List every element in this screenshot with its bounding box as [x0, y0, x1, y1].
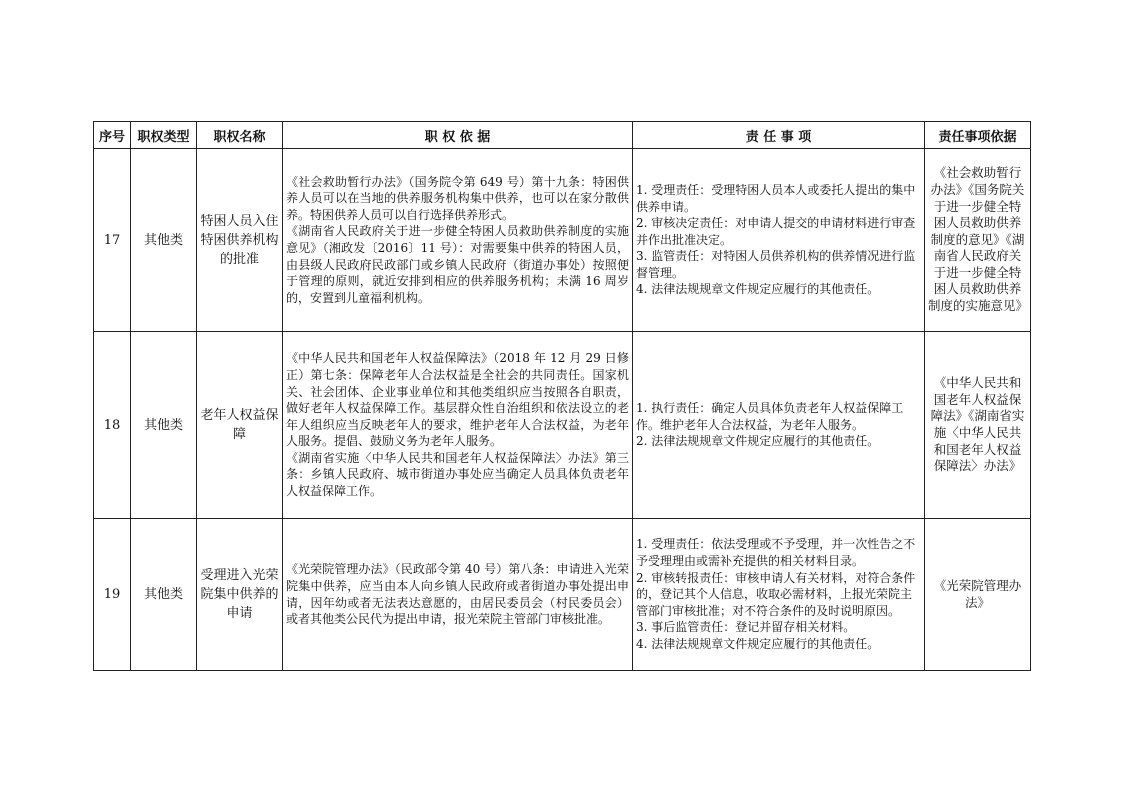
basis-paragraph: 《湖南省实施〈中华人民共和国老年人权益保障法〉办法》第三条：乡镇人民政府、城市街道办事处应当确定人员具体负责老年人权益保障工作。	[286, 450, 629, 499]
basis-paragraph: 《光荣院管理办法》（民政部令第 40 号）第八条：申请进入光荣院集中供养，应当由本人向乡镇人民政府或者街道办事处提出申请，因年幼或者无法表达意愿的，由居民委员会（村民委员会）或者其他类公民代为提出申请，报光荣院主管部门审核批准。	[286, 562, 629, 627]
header-seq: 序号	[94, 122, 131, 149]
header-basis: 职 权 依 据	[283, 122, 633, 149]
responsibility-item: 2. 审核决定责任：对申请人提交的申请材料进行审查并作出批准决定。	[636, 216, 916, 247]
row-responsibility	[633, 149, 925, 332]
basis-paragraph: 《湖南省人民政府关于进一步健全特困人员救助供养制度的实施意见》（湘政发〔2016〕11 号）：对需要集中供养的特困人员，由县级人民政府民政部门或乡镇人民政府（街道办事处）按照便于管理的原则，就近安排到相应的供养服务机构；未满 16 周岁的，安置到儿童福利机构。	[286, 224, 629, 305]
header-responsibility-basis: 责任事项依据	[925, 122, 1031, 149]
row-basis	[283, 149, 633, 332]
row-type: 其他类	[131, 332, 197, 519]
row-seq: 19	[94, 519, 131, 671]
row-basis	[283, 519, 633, 671]
row-name: 老年人权益保障	[197, 332, 283, 519]
responsibility-item: 3. 事后监管责任：登记并留存相关材料。	[636, 620, 856, 635]
basis-paragraph: 《社会救助暂行办法》（国务院令第 649 号）第十九条：特困供养人员可以在当地的供养服务机构集中供养，也可以在家分散供养。特困供养人员可以自行选择供养形式。	[286, 174, 629, 222]
row-responsibility	[633, 332, 925, 519]
row-responsibility-basis: 《光荣院管理办法》	[925, 519, 1031, 671]
row-type: 其他类	[131, 149, 197, 332]
row-responsibility-basis: 《社会救助暂行办法》《国务院关于进一步健全特困人员救助供养制度的意见》《湖南省人民政府关于进一步健全特困人员救助供养制度的实施意见》	[925, 149, 1031, 332]
header-type: 职权类型	[131, 122, 197, 149]
row-name: 受理进入光荣院集中供养的申请	[197, 519, 283, 671]
table-row	[94, 519, 1031, 671]
responsibility-item: 1. 受理责任：依法受理或不予受理，并一次性告之不予受理理由或需补充提供的相关材料目录。	[636, 537, 916, 569]
responsibility-item: 1. 受理责任：受理特困人员本人或委托人提出的集中供养申请。	[636, 182, 916, 214]
row-responsibility	[633, 519, 925, 671]
header-responsibility: 责 任 事 项	[633, 122, 925, 149]
powers-table	[93, 121, 1031, 671]
row-seq: 17	[94, 149, 131, 332]
basis-paragraph: 《中华人民共和国老年人权益保障法》（2018 年 12 月 29 日修正）第七条：保障老年人合法权益是全社会的共同责任。国家机关、社会团体、企业事业单位和其他类组织应当按照各自职责，做好老年人权益保障工作。基层群众性自治组织和依法设立的老年人组织应当反映老年人的要求，维护老年人合法权益，为老年人服务。提倡、鼓励义务为老年人服务。	[286, 351, 629, 449]
table-row	[94, 332, 1031, 519]
table-row	[94, 149, 1031, 332]
header-row	[94, 122, 1031, 149]
row-seq: 18	[94, 332, 131, 519]
row-basis	[283, 332, 633, 519]
header-name: 职权名称	[197, 122, 283, 149]
row-name: 特困人员入住特困供养机构的批准	[197, 149, 283, 332]
responsibility-item: 1. 执行责任：确定人员具体负责老年人权益保障工作。维护老年人合法权益，为老年人服务。	[636, 401, 904, 432]
responsibility-item: 4. 法律法规规章文件规定应履行的其他责任。	[636, 636, 880, 651]
responsibility-item: 2. 法律法规规章文件规定应履行的其他责任。	[636, 434, 880, 449]
row-responsibility-basis: 《中华人民共和国老年人权益保障法》《湖南省实施〈中华人民共和国老年人权益保障法〉办法》	[925, 332, 1031, 519]
responsibility-item: 4. 法律法规规章文件规定应履行的其他责任。	[636, 282, 880, 297]
responsibility-item: 3. 监管责任：对特困人员供养机构的供养情况进行监督管理。	[636, 249, 916, 280]
responsibility-item: 2. 审核转报责任：审核申请人有关材料，对符合条件的，登记其个人信息，收取必需材料，上报光荣院主管部门审核批准；对不符合条件的及时说明原因。	[636, 570, 916, 618]
row-type: 其他类	[131, 519, 197, 671]
